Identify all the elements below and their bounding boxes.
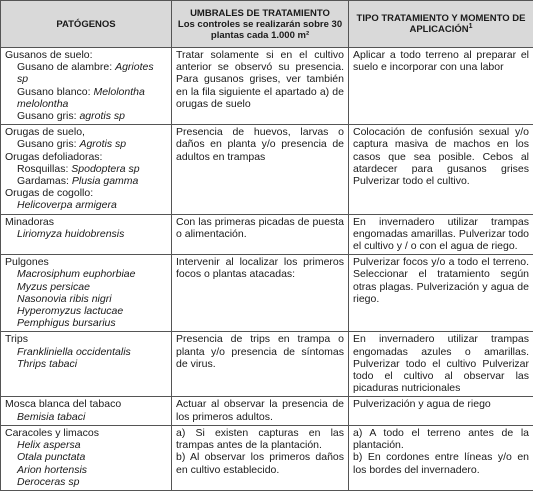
table-row — [1, 125, 533, 214]
pathogen-label: Gusano gris: — [17, 110, 79, 122]
pathogen-line — [5, 398, 167, 410]
header-thresholds-note: Los controles se realizarán sobre 30 plantas cada 1.000 m² — [176, 19, 344, 41]
pathogen-cell — [1, 125, 172, 214]
treatment-item: a) A todo el terreno antes de la plantación. — [353, 427, 529, 451]
threshold-item: a) Si existen capturas en las trampas antes de la plantación. — [176, 427, 344, 451]
species-name: Helicoverpa armigera — [17, 199, 117, 211]
threshold-cell — [172, 255, 349, 332]
header-treatment-title: TIPO TRATAMIENTO Y MOMENTO DE APLICACIÓN — [357, 13, 526, 35]
table-row — [1, 255, 533, 332]
threshold-cell — [172, 48, 349, 125]
threshold-text: Presencia de trips en trampa o planta y/o presencia de síntomas de virus. — [176, 333, 344, 369]
treatment-cell — [349, 397, 533, 425]
pathogen-cell — [1, 255, 172, 332]
treatment-cell — [349, 332, 533, 397]
pathogen-line — [5, 427, 167, 439]
table-row — [1, 48, 533, 125]
pathogen-label: Gusanos de suelo: — [5, 49, 93, 61]
pathogen-line — [5, 358, 167, 370]
header-treatment-footnote-mark: 1 — [469, 23, 473, 30]
species-name: Frankliniella occidentalis — [17, 346, 131, 358]
header-treatment — [349, 1, 533, 48]
table-row — [1, 332, 533, 397]
header-thresholds — [172, 1, 349, 48]
treatment-text: En invernadero utilizar trampas engomadas amarillas. Pulverizar todo el cultivo y / o con el agua de riego. — [353, 216, 529, 252]
pathogen-cell — [1, 332, 172, 397]
pathogen-label: Caracoles y limacos — [5, 427, 99, 439]
treatment-text: Aplicar a todo terreno al preparar el suelo e incorporar con una labor — [353, 49, 529, 73]
species-name: Hyperomyzus lactucae — [17, 305, 123, 317]
pathogen-label: Rosquillas: — [17, 163, 71, 175]
treatment-cell — [349, 214, 533, 255]
pathogen-label: Trips — [5, 333, 28, 345]
species-name: Otala punctata — [17, 451, 85, 463]
treatment-text: En invernadero utilizar trampas engomadas azules o amarillas. Pulverizar todo el cultivo Pulverizar todo el cultivo al observar las picaduras nutricionales — [353, 333, 529, 394]
pathogen-line — [5, 49, 167, 61]
treatment-cell — [349, 48, 533, 125]
treatment-cell — [349, 255, 533, 332]
threshold-text: Intervenir al localizar los primeros focos o plantas atacadas: — [176, 256, 344, 280]
pathogen-label: Mosca blanca del tabaco — [5, 398, 121, 410]
species-name: Plusia gamma — [72, 175, 139, 187]
threshold-cell — [172, 332, 349, 397]
threshold-item: b) Al observar los primeros daños en cultivo establecido. — [176, 451, 344, 475]
threshold-text: Con las primeras picadas de puesta o alimentación. — [176, 216, 344, 240]
species-name: Macrosiphum euphorbiae — [17, 268, 135, 280]
pathogen-line — [5, 256, 167, 268]
species-name: Deroceras sp — [17, 476, 79, 488]
pathogen-label: Orugas defoliadoras: — [5, 151, 102, 163]
pathogen-line — [5, 346, 167, 358]
pathogen-label: Orugas de cogollo: — [5, 187, 93, 199]
species-name: agrotis sp — [79, 110, 125, 122]
pathogen-cell — [1, 214, 172, 255]
pathogen-line — [5, 228, 167, 240]
treatment-text: Pulverización y agua de riego — [353, 398, 491, 410]
pathogen-line — [5, 293, 167, 305]
threshold-cell — [172, 125, 349, 214]
pathogen-line — [5, 476, 167, 488]
species-name: Arion hortensis — [17, 464, 87, 476]
pathogen-line — [5, 305, 167, 317]
table-row — [1, 214, 533, 255]
pathogen-label: Gusano blanco: — [17, 86, 93, 98]
species-name: Spodoptera sp — [71, 163, 139, 175]
pathogen-cell — [1, 48, 172, 125]
header-row — [1, 1, 533, 48]
threshold-cell — [172, 397, 349, 425]
pathogen-line — [5, 187, 167, 199]
pathogen-line — [5, 199, 167, 211]
pathogen-label: Gardamas: — [17, 175, 72, 187]
treatment-text: Colocación de confusión sexual y/o captura masiva de machos en los casos que sea posible. Cebos al atardecer para gusanos grises Pulverizar todo el cultivo. — [353, 126, 529, 187]
pathogen-label: Orugas de suelo, — [5, 126, 85, 138]
threshold-text: Tratar solamente si en el cultivo anterior se observó su presencia. Para gusanos grises, ver también en la fila siguiente el apartado a) de orugas de suelo — [176, 49, 344, 110]
threshold-text: Actuar al observar la presencia de los primeros adultos. — [176, 398, 344, 422]
pathogen-line — [5, 317, 167, 329]
pathogen-line — [5, 126, 167, 138]
pathogen-line — [5, 86, 167, 110]
pathogen-label: Minadoras — [5, 216, 54, 228]
pathogen-line — [5, 411, 167, 423]
table-header — [1, 1, 533, 48]
pathogen-line — [5, 151, 167, 163]
threshold-cell — [172, 214, 349, 255]
species-name: Agriotes sp — [17, 61, 154, 85]
pathogen-line — [5, 61, 167, 85]
pathogen-line — [5, 138, 167, 150]
species-name: Bemisia tabaci — [17, 411, 85, 423]
pathogen-line — [5, 333, 167, 345]
species-name: Liriomyza huidobrensis — [17, 228, 124, 240]
species-name: Pemphigus bursarius — [17, 317, 116, 329]
species-name: Helix aspersa — [17, 439, 81, 451]
header-thresholds-title: UMBRALES DE TRATAMIENTO — [176, 8, 344, 19]
pathogen-line — [5, 451, 167, 463]
pathogen-label: Gusano de alambre: — [17, 61, 115, 73]
header-pathogens: PATÓGENOS — [1, 1, 172, 48]
pathogen-cell — [1, 397, 172, 425]
table-row — [1, 397, 533, 425]
pathogen-line — [5, 439, 167, 451]
species-name: Myzus persicae — [17, 281, 90, 293]
pathogen-line — [5, 268, 167, 280]
pathogen-line — [5, 216, 167, 228]
pathogen-line — [5, 281, 167, 293]
threshold-text: Presencia de huevos, larvas o daños en planta y/o presencia de adultos en trampas — [176, 126, 344, 162]
treatment-text: Pulverizar focos y/o a todo el terreno. Seleccionar el tratamiento según otras plagas. Pulverización y agua de riego. — [353, 256, 529, 305]
table-body — [1, 48, 533, 491]
pathogen-line — [5, 163, 167, 175]
pathogen-line — [5, 110, 167, 122]
species-name: Thrips tabaci — [17, 358, 77, 370]
pathogen-line — [5, 464, 167, 476]
pathogen-line — [5, 175, 167, 187]
species-name: Nasonovia ribis nigri — [17, 293, 112, 305]
treatment-item: b) En cordones entre líneas y/o en los bordes del invernadero. — [353, 451, 529, 475]
pathogen-label: Pulgones — [5, 256, 49, 268]
pathogen-label: Gusano gris: — [17, 138, 79, 150]
treatment-cell — [349, 125, 533, 214]
species-name: Melolontha melolontha — [17, 86, 145, 110]
species-name: Agrotis sp — [79, 138, 126, 150]
